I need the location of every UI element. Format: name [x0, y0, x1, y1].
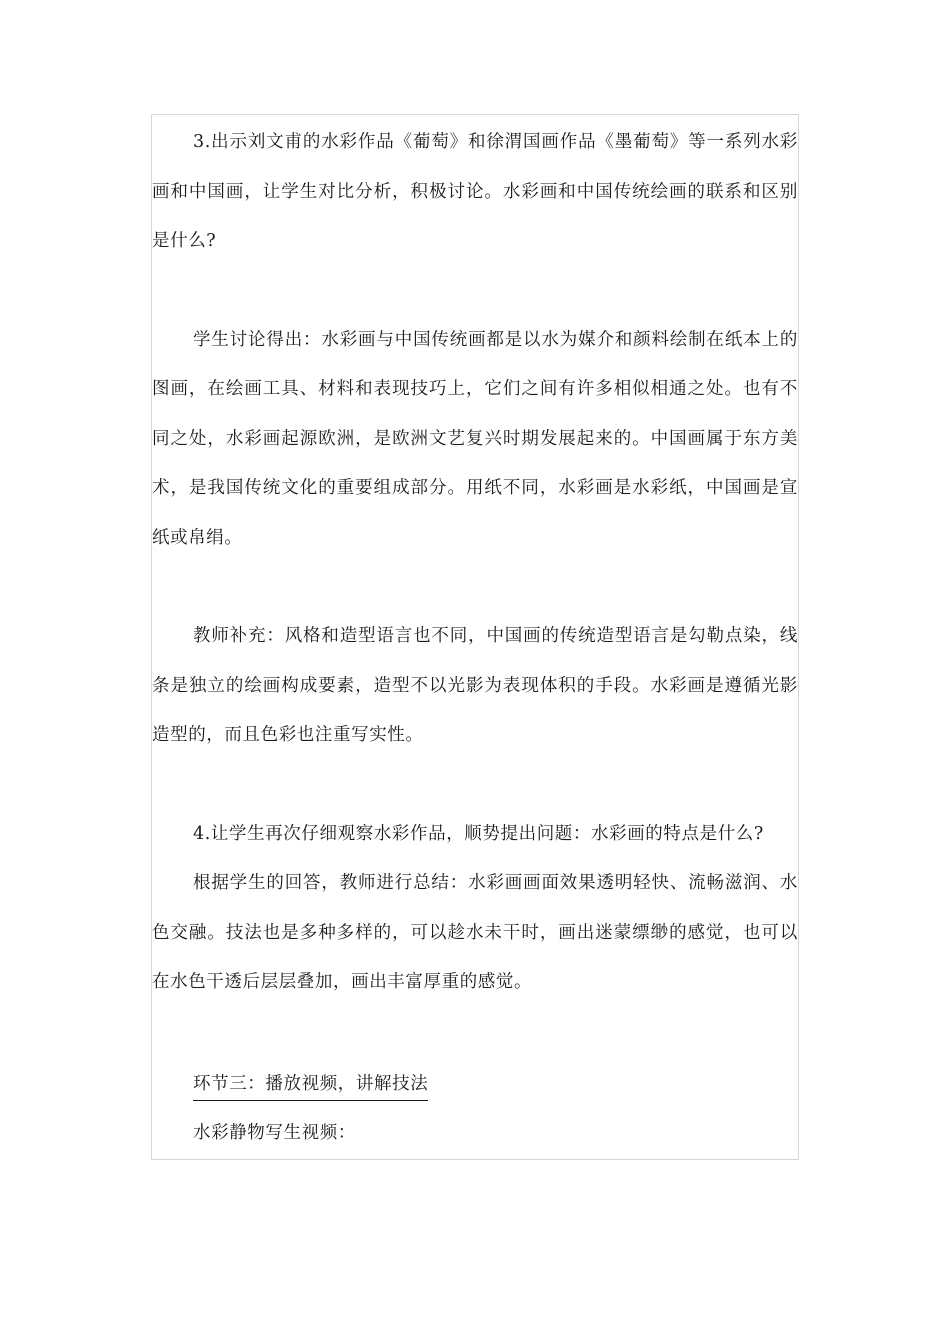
paragraph-teacher-summary: 根据学生的回答，教师进行总结：水彩画画面效果透明轻快、流畅滋润、水色交融。技法也是多种多样的，可以趁水未干时，画出迷蒙缥缈的感觉，也可以在水色干透后层层叠加，画出丰富厚重的感觉。 — [152, 873, 798, 992]
paragraph-gap — [152, 761, 798, 810]
section-heading — [152, 1060, 798, 1110]
paragraph-gap — [152, 267, 798, 316]
paragraph-comparison-question: 3.出示刘文甫的水彩作品《葡萄》和徐渭国画作品《墨葡萄》等一系列水彩画和中国画，让学生对比分析，积极讨论。水彩画和中国传统绘画的联系和区别是什么? — [152, 132, 798, 251]
paragraph-gap — [152, 563, 798, 612]
paragraph-characteristics-question: 4.让学生再次仔细观察水彩作品，顺势提出问题：水彩画的特点是什么? — [193, 823, 764, 844]
section-subheading: 水彩静物写生视频： — [193, 1123, 356, 1143]
paragraph-gap — [152, 1008, 798, 1060]
paragraph-student-discussion: 学生讨论得出：水彩画与中国传统画都是以水为媒介和颜料绘制在纸本上的图画，在绘画工具、材料和表现技巧上，它们之间有许多相似相通之处。也有不同之处，水彩画起源欧洲，是欧洲文艺复兴时期发展起来的。中国画属于东方美术，是我国传统文化的重要组成部分。用纸不同，水彩画是水彩纸，中国画是宣纸或帛绢。 — [152, 329, 798, 548]
section-heading-text: 环节三：播放视频，讲解技法 — [193, 1074, 428, 1101]
paragraph-teacher-supplement: 教师补充：风格和造型语言也不同，中国画的传统造型语言是勾勒点染，线条是独立的绘画构成要素，造型不以光影为表现体积的手段。水彩画是遵循光影造型的，而且色彩也注重写实性。 — [152, 626, 798, 745]
document-body — [152, 118, 798, 1159]
